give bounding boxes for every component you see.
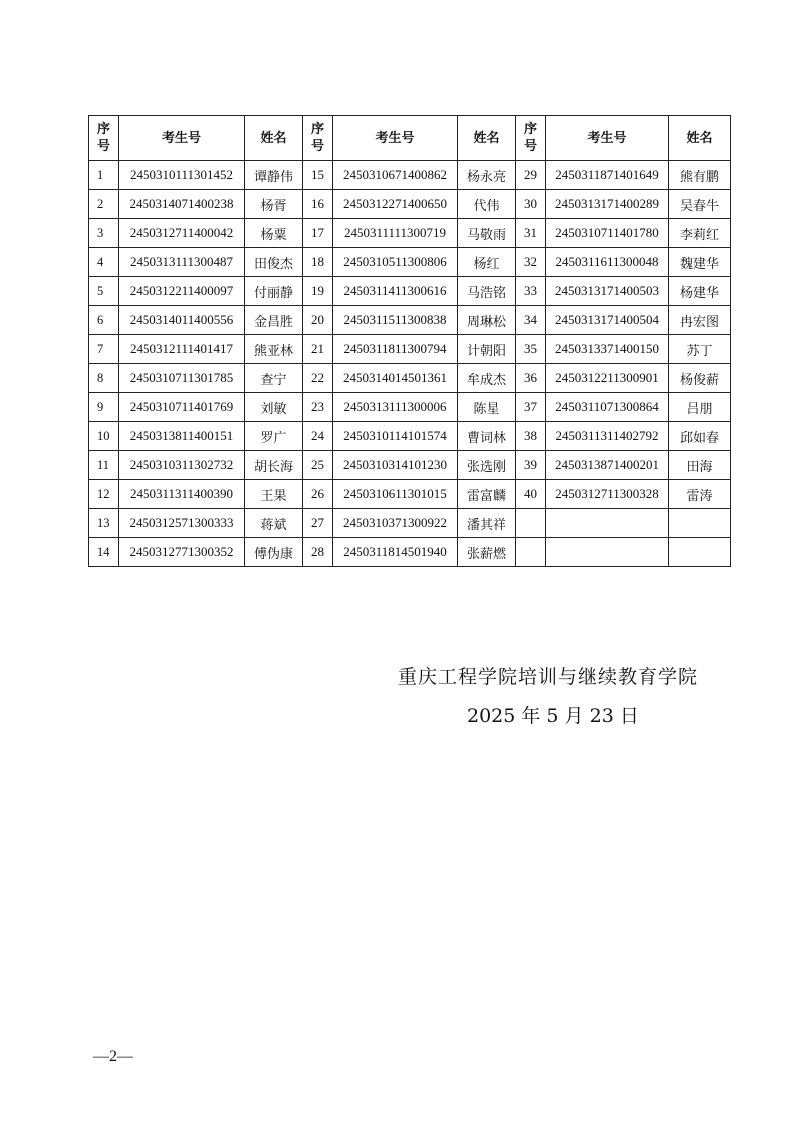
cell-name: 罗广 bbox=[245, 422, 303, 451]
table-row bbox=[89, 190, 731, 219]
cell-seq: 18 bbox=[303, 248, 333, 277]
table-row bbox=[89, 480, 731, 509]
cell-name: 谭静伟 bbox=[245, 161, 303, 190]
cell-seq: 19 bbox=[303, 277, 333, 306]
cell-exam-id bbox=[546, 538, 669, 567]
cell-seq: 6 bbox=[89, 306, 119, 335]
header-seq bbox=[303, 116, 333, 161]
cell-name: 李莉红 bbox=[669, 219, 731, 248]
cell-name: 熊有鹏 bbox=[669, 161, 731, 190]
cell-name: 周琳松 bbox=[458, 306, 516, 335]
cell-name: 蒋斌 bbox=[245, 509, 303, 538]
header-name: 姓名 bbox=[458, 116, 516, 161]
cell-name bbox=[669, 538, 731, 567]
cell-name: 冉宏图 bbox=[669, 306, 731, 335]
cell-seq: 23 bbox=[303, 393, 333, 422]
cell-name: 计朝阳 bbox=[458, 335, 516, 364]
cell-exam-id: 2450311111300719 bbox=[333, 219, 458, 248]
cell-name: 王果 bbox=[245, 480, 303, 509]
cell-exam-id: 2450312711400042 bbox=[119, 219, 245, 248]
table-row bbox=[89, 538, 731, 567]
cell-seq: 7 bbox=[89, 335, 119, 364]
cell-name: 吕朋 bbox=[669, 393, 731, 422]
cell-seq: 24 bbox=[303, 422, 333, 451]
cell-name: 苏丁 bbox=[669, 335, 731, 364]
cell-name: 邱如春 bbox=[669, 422, 731, 451]
cell-seq: 22 bbox=[303, 364, 333, 393]
cell-seq bbox=[516, 509, 546, 538]
cell-seq: 4 bbox=[89, 248, 119, 277]
cell-exam-id: 2450313371400150 bbox=[546, 335, 669, 364]
cell-name: 金昌胜 bbox=[245, 306, 303, 335]
cell-exam-id: 2450310711401769 bbox=[119, 393, 245, 422]
header-seq-top: 序 bbox=[310, 122, 324, 137]
cell-seq: 9 bbox=[89, 393, 119, 422]
cell-exam-id: 2450314014501361 bbox=[333, 364, 458, 393]
table-row bbox=[89, 393, 731, 422]
table-header bbox=[89, 116, 731, 161]
cell-seq: 36 bbox=[516, 364, 546, 393]
cell-name: 傅伪康 bbox=[245, 538, 303, 567]
cell-seq: 2 bbox=[89, 190, 119, 219]
cell-seq: 13 bbox=[89, 509, 119, 538]
cell-exam-id: 2450311811300794 bbox=[333, 335, 458, 364]
cell-exam-id: 2450312771300352 bbox=[119, 538, 245, 567]
header-seq-top: 序 bbox=[523, 122, 537, 137]
cell-exam-id: 2450313171400289 bbox=[546, 190, 669, 219]
cell-exam-id: 2450310311302732 bbox=[119, 451, 245, 480]
header-row bbox=[89, 116, 731, 161]
cell-seq: 10 bbox=[89, 422, 119, 451]
cell-name: 杨永亮 bbox=[458, 161, 516, 190]
cell-seq: 8 bbox=[89, 364, 119, 393]
cell-exam-id: 2450312211400097 bbox=[119, 277, 245, 306]
cell-name: 雷涛 bbox=[669, 480, 731, 509]
cell-seq: 1 bbox=[89, 161, 119, 190]
cell-seq: 11 bbox=[89, 451, 119, 480]
cell-seq: 26 bbox=[303, 480, 333, 509]
cell-seq: 3 bbox=[89, 219, 119, 248]
header-seq-bottom: 号 bbox=[523, 139, 537, 154]
header-exam-id: 考生号 bbox=[119, 116, 245, 161]
cell-seq: 20 bbox=[303, 306, 333, 335]
cell-name: 查宁 bbox=[245, 364, 303, 393]
cell-name: 付丽静 bbox=[245, 277, 303, 306]
cell-exam-id: 2450311814501940 bbox=[333, 538, 458, 567]
cell-name: 刘敏 bbox=[245, 393, 303, 422]
header-name: 姓名 bbox=[245, 116, 303, 161]
cell-name: 马敬雨 bbox=[458, 219, 516, 248]
cell-name: 张薪燃 bbox=[458, 538, 516, 567]
table-row bbox=[89, 335, 731, 364]
cell-exam-id: 2450310511300806 bbox=[333, 248, 458, 277]
cell-exam-id: 2450312111401417 bbox=[119, 335, 245, 364]
header-seq bbox=[89, 116, 119, 161]
header-seq bbox=[516, 116, 546, 161]
cell-seq: 27 bbox=[303, 509, 333, 538]
table-row bbox=[89, 509, 731, 538]
cell-name: 代伟 bbox=[458, 190, 516, 219]
cell-name bbox=[669, 509, 731, 538]
header-exam-id: 考生号 bbox=[546, 116, 669, 161]
cell-exam-id: 2450311411300616 bbox=[333, 277, 458, 306]
cell-seq: 5 bbox=[89, 277, 119, 306]
cell-seq: 28 bbox=[303, 538, 333, 567]
header-name: 姓名 bbox=[669, 116, 731, 161]
cell-seq: 25 bbox=[303, 451, 333, 480]
cell-name: 杨红 bbox=[458, 248, 516, 277]
cell-exam-id: 2450312571300333 bbox=[119, 509, 245, 538]
cell-name: 杨俊薪 bbox=[669, 364, 731, 393]
cell-exam-id: 2450311311400390 bbox=[119, 480, 245, 509]
cell-name: 田海 bbox=[669, 451, 731, 480]
table-row bbox=[89, 219, 731, 248]
table-row bbox=[89, 161, 731, 190]
table-body bbox=[89, 161, 731, 567]
cell-exam-id: 2450311311402792 bbox=[546, 422, 669, 451]
table-row bbox=[89, 277, 731, 306]
cell-name: 杨粟 bbox=[245, 219, 303, 248]
cell-seq: 17 bbox=[303, 219, 333, 248]
cell-exam-id: 2450310111301452 bbox=[119, 161, 245, 190]
cell-exam-id: 2450310314101230 bbox=[333, 451, 458, 480]
cell-seq: 33 bbox=[516, 277, 546, 306]
cell-seq: 34 bbox=[516, 306, 546, 335]
cell-exam-id: 2450310711301785 bbox=[119, 364, 245, 393]
issuing-organization: 重庆工程学院培训与继续教育学院 bbox=[398, 666, 699, 688]
cell-name: 田俊杰 bbox=[245, 248, 303, 277]
cell-name: 杨胥 bbox=[245, 190, 303, 219]
cell-seq: 35 bbox=[516, 335, 546, 364]
cell-seq: 16 bbox=[303, 190, 333, 219]
cell-seq: 12 bbox=[89, 480, 119, 509]
cell-seq: 39 bbox=[516, 451, 546, 480]
cell-exam-id: 2450312211300901 bbox=[546, 364, 669, 393]
cell-seq: 32 bbox=[516, 248, 546, 277]
header-seq-bottom: 号 bbox=[310, 139, 324, 154]
cell-exam-id: 2450310611301015 bbox=[333, 480, 458, 509]
cell-exam-id: 2450314071400238 bbox=[119, 190, 245, 219]
cell-name: 马浩铭 bbox=[458, 277, 516, 306]
issue-date: 2025 年 5 月 23 日 bbox=[467, 705, 639, 727]
cell-name: 熊亚林 bbox=[245, 335, 303, 364]
cell-seq: 29 bbox=[516, 161, 546, 190]
cell-exam-id: 2450314011400556 bbox=[119, 306, 245, 335]
table-row bbox=[89, 451, 731, 480]
cell-exam-id: 2450312711300328 bbox=[546, 480, 669, 509]
cell-exam-id: 2450312271400650 bbox=[333, 190, 458, 219]
cell-seq: 40 bbox=[516, 480, 546, 509]
cell-name: 杨建华 bbox=[669, 277, 731, 306]
table-row bbox=[89, 306, 731, 335]
cell-exam-id: 2450313171400504 bbox=[546, 306, 669, 335]
cell-name: 潘其祥 bbox=[458, 509, 516, 538]
header-seq-top: 序 bbox=[96, 122, 110, 137]
cell-name: 雷富麟 bbox=[458, 480, 516, 509]
cell-exam-id: 2450311611300048 bbox=[546, 248, 669, 277]
cell-exam-id: 2450313111300487 bbox=[119, 248, 245, 277]
cell-seq bbox=[516, 538, 546, 567]
cell-exam-id: 2450313811400151 bbox=[119, 422, 245, 451]
cell-exam-id: 2450313111300006 bbox=[333, 393, 458, 422]
page-number: —2— bbox=[93, 1048, 133, 1065]
cell-exam-id: 2450310671400862 bbox=[333, 161, 458, 190]
header-exam-id: 考生号 bbox=[333, 116, 458, 161]
cell-name: 魏建华 bbox=[669, 248, 731, 277]
cell-exam-id bbox=[546, 509, 669, 538]
table-row bbox=[89, 364, 731, 393]
table-row bbox=[89, 422, 731, 451]
cell-seq: 14 bbox=[89, 538, 119, 567]
cell-exam-id: 2450311871401649 bbox=[546, 161, 669, 190]
cell-seq: 31 bbox=[516, 219, 546, 248]
cell-exam-id: 2450311071300864 bbox=[546, 393, 669, 422]
cell-name: 牟成杰 bbox=[458, 364, 516, 393]
candidate-roster-table bbox=[88, 115, 731, 567]
cell-name: 曹词林 bbox=[458, 422, 516, 451]
cell-seq: 21 bbox=[303, 335, 333, 364]
cell-name: 吴春牛 bbox=[669, 190, 731, 219]
cell-exam-id: 2450311511300838 bbox=[333, 306, 458, 335]
cell-exam-id: 2450310114101574 bbox=[333, 422, 458, 451]
cell-seq: 37 bbox=[516, 393, 546, 422]
table-row bbox=[89, 248, 731, 277]
cell-seq: 15 bbox=[303, 161, 333, 190]
header-seq-bottom: 号 bbox=[96, 139, 110, 154]
cell-exam-id: 2450310711401780 bbox=[546, 219, 669, 248]
cell-seq: 38 bbox=[516, 422, 546, 451]
cell-name: 陈星 bbox=[458, 393, 516, 422]
cell-exam-id: 2450313871400201 bbox=[546, 451, 669, 480]
cell-exam-id: 2450310371300922 bbox=[333, 509, 458, 538]
cell-name: 胡长海 bbox=[245, 451, 303, 480]
cell-name: 张选刚 bbox=[458, 451, 516, 480]
cell-exam-id: 2450313171400503 bbox=[546, 277, 669, 306]
cell-seq: 30 bbox=[516, 190, 546, 219]
